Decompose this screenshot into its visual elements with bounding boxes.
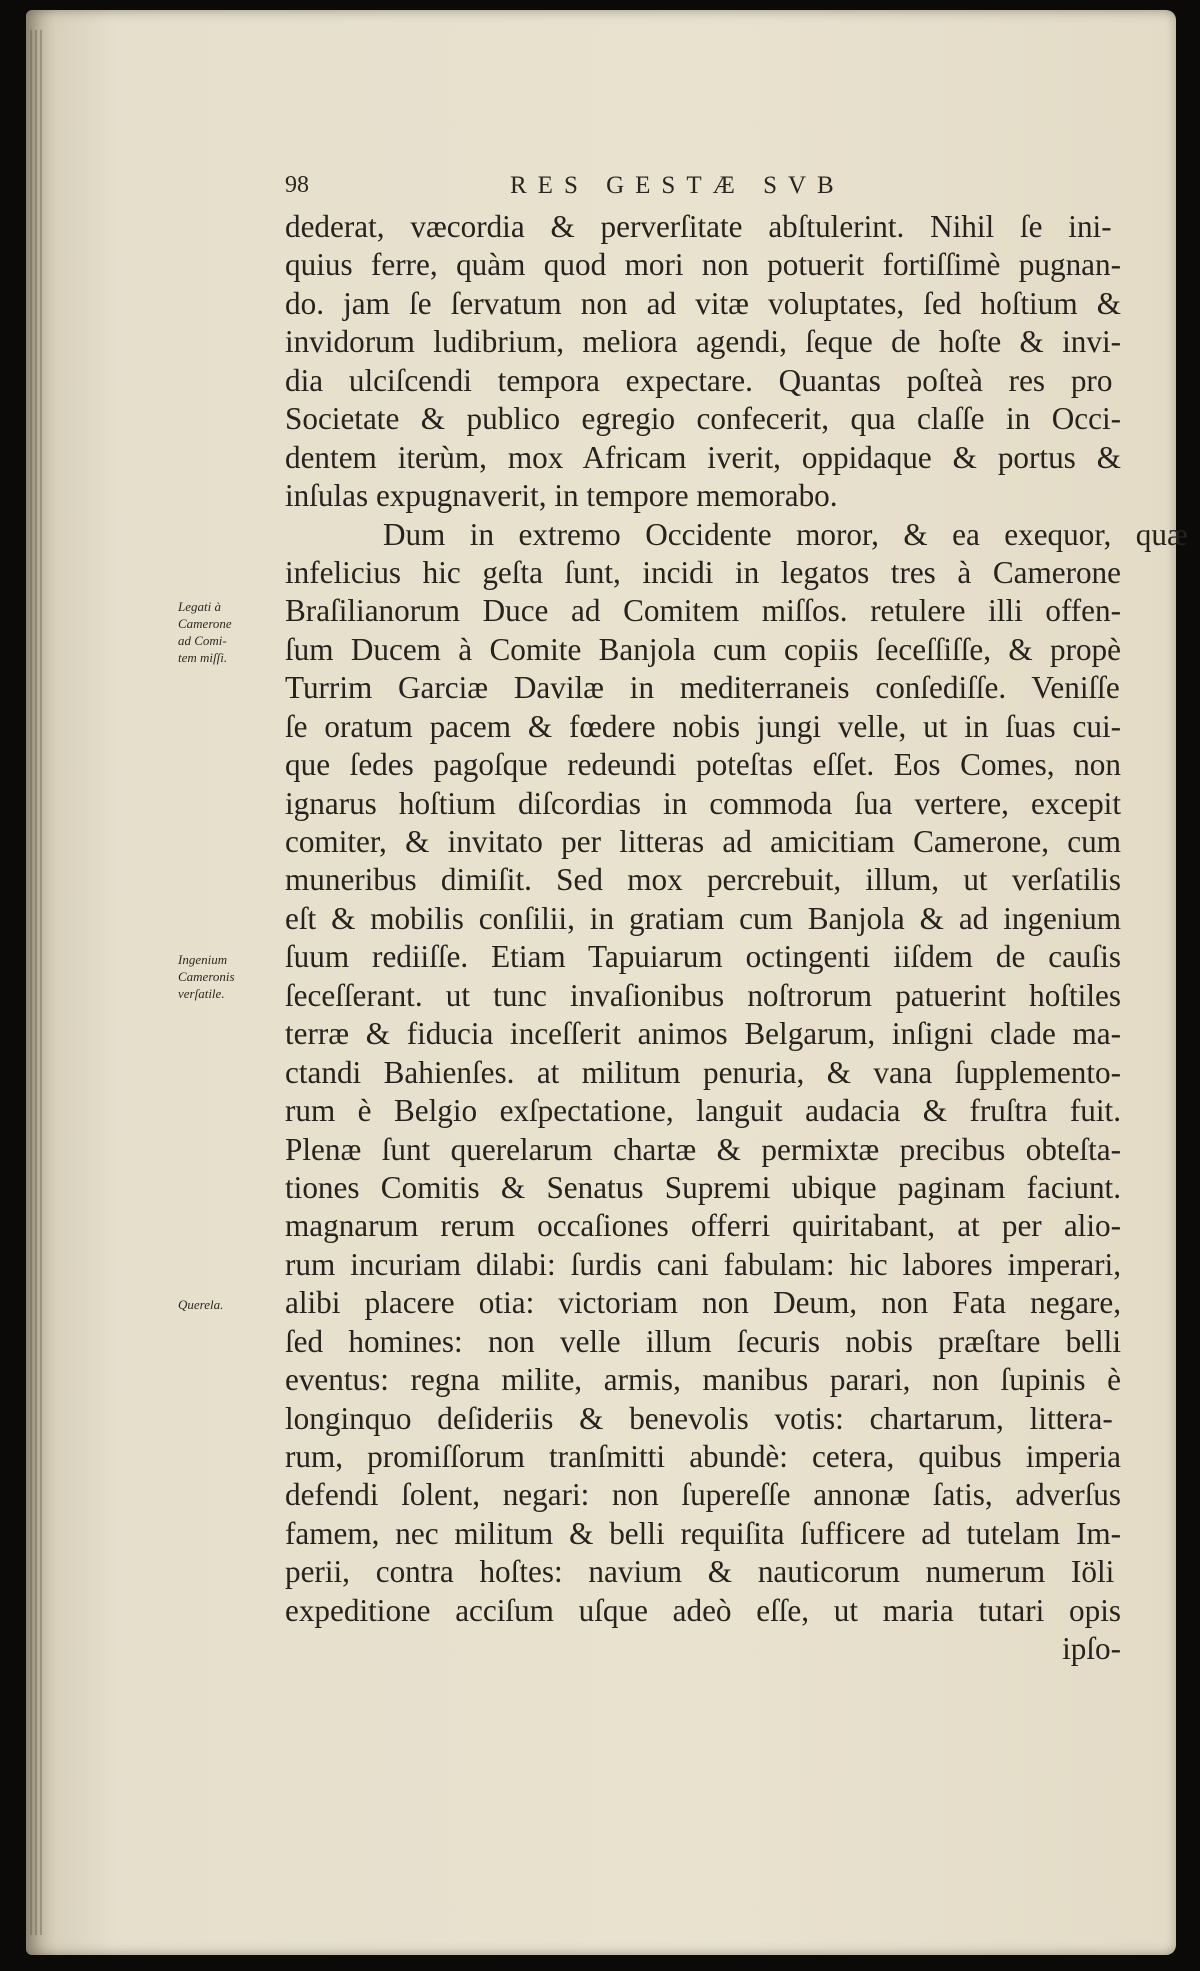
text-line: famem, nec militum & belli requiſita ſufficere ad tutelam Im- [285, 1515, 1121, 1551]
text-line: defendi ſolent, negari: non ſupereſſe annonæ ſatis, adverſus [285, 1477, 1121, 1513]
text-line: ſuum rediiſſe. Etiam Tapuiarum octingenti iiſdem de cauſis [285, 939, 1121, 975]
text-line: alibi placere otia: victoriam non Deum, non Fata negare, [285, 1285, 1121, 1321]
text-line: infelicius hic geſta ſunt, incidi in legatos tres à Camerone [285, 554, 1121, 590]
text-line: Turrim Garciæ Davilæ in mediterraneis conſediſſe. Veniſſe [285, 670, 1120, 706]
text-line: magnarum rerum occaſiones offerri quiritabant, at per alio- [285, 1208, 1121, 1244]
text-line: rum è Belgio exſpectatione, languit audacia & fruſtra fuit. [285, 1093, 1121, 1129]
margin-note-line: ad Comi- [178, 633, 227, 648]
margin-note-ingenium [178, 951, 278, 1002]
text-line: quius ferre, quàm quod mori non potuerit fortiſſimè pugnan- [285, 247, 1121, 283]
text-line: terræ & fiducia inceſſerit animos Belgarum, inſigni clade ma- [285, 1016, 1121, 1052]
margin-note-line: Ingenium [178, 952, 228, 967]
text-line: ſeceſſerant. ut tunc invaſionibus noſtrorum patuerint hoſtiles [285, 977, 1121, 1013]
text-line: que ſedes pagoſque redeundi poteſtas eſſet. Eos Comes, non [285, 747, 1121, 783]
catchword: ipſo- [1062, 1631, 1121, 1667]
margin-note-line: Querela. [178, 1297, 224, 1312]
margin-note-legati [178, 598, 278, 666]
text-line: dentem iterùm, mox Africam iverit, oppidaque & portus & [285, 439, 1121, 475]
text-line: rum incuriam dilabi: ſurdis cani fabulam: hic labores imperari, [285, 1246, 1121, 1282]
text-line: expeditione acciſum uſque adeò eſſe, ut maria tutari opis [285, 1592, 1121, 1628]
text-line: Dum in extremo Occidente moror, & ea exequor, quæ [285, 516, 1188, 552]
running-head [285, 172, 1045, 212]
text-line: comiter, & invitato per litteras ad amicitiam Camerone, cum [285, 824, 1121, 859]
text-line: invidorum ludibrium, meliora agendi, ſeque de hoſte & invi- [285, 324, 1121, 360]
text-line: do. jam ſe ſervatum non ad vitæ voluptates, ſed hoſtium & [285, 285, 1121, 321]
text-line: ſed homines: non velle illum ſecuris nobis præſtare belli [285, 1323, 1121, 1359]
margin-note-querela [178, 1296, 278, 1313]
text-line: ctandi Bahienſes. at militum penuria, & vana ſupplemento- [285, 1054, 1121, 1090]
margin-note-line: tem miſſi. [178, 650, 228, 665]
margin-note-line: verſatile. [178, 986, 225, 1001]
text-line: ſum Ducem à Comite Banjola cum copiis ſeceſſiſſe, & propè [285, 631, 1121, 667]
text-line: Societate & publico egregio confecerit, qua claſſe in Occi- [285, 401, 1121, 437]
page-number: 98 [285, 172, 309, 198]
page-edge [30, 30, 32, 1935]
text-line: ſe oratum pacem & fœdere nobis jungi velle, ut in ſuas cui- [285, 708, 1121, 744]
text-line: dia ulciſcendi tempora expectare. Quantas poſteà res pro [285, 362, 1113, 398]
margin-note-line: Camerone [178, 616, 232, 631]
running-title: RES GESTÆ SVB [510, 172, 845, 199]
text-line: eventus: regna milite, armis, manibus parari, non ſupinis è [285, 1362, 1121, 1398]
text-line: eſt & mobilis conſilii, in gratiam cum Banjola & ad ingenium [285, 900, 1121, 936]
text-line: perii, contra hoſtes: navium & nauticorum numerum Iöli [285, 1554, 1115, 1590]
text-line: tiones Comitis & Senatus Supremi ubique paginam faciunt. [285, 1169, 1121, 1205]
text-line: rum, promiſſorum tranſmitti abundè: cetera, quibus imperia [285, 1439, 1121, 1474]
text-line: Plenæ ſunt querelarum chartæ & permixtæ precibus obteſta- [285, 1131, 1121, 1167]
page-edge [35, 30, 37, 1935]
margin-note-line: Legati à [178, 599, 221, 614]
body-text [285, 208, 1188, 1669]
page-edge [40, 30, 42, 1935]
text-line: muneribus dimiſit. Sed mox percrebuit, illum, ut verſatilis [285, 862, 1121, 898]
text-line: inſulas expugnaverit, in tempore memorabo. [285, 478, 838, 514]
margin-note-line: Cameronis [178, 969, 235, 984]
text-line: dederat, væcordia & perverſitate abſtulerint. Nihil ſe ini- [285, 209, 1112, 244]
text-line: Braſilianorum Duce ad Comitem miſſos. retulere illi offen- [285, 593, 1121, 629]
text-line: ignarus hoſtium diſcordias in commoda ſua vertere, excepit [285, 785, 1121, 821]
text-line: longinquo deſideriis & benevolis votis: chartarum, littera- [285, 1400, 1113, 1436]
